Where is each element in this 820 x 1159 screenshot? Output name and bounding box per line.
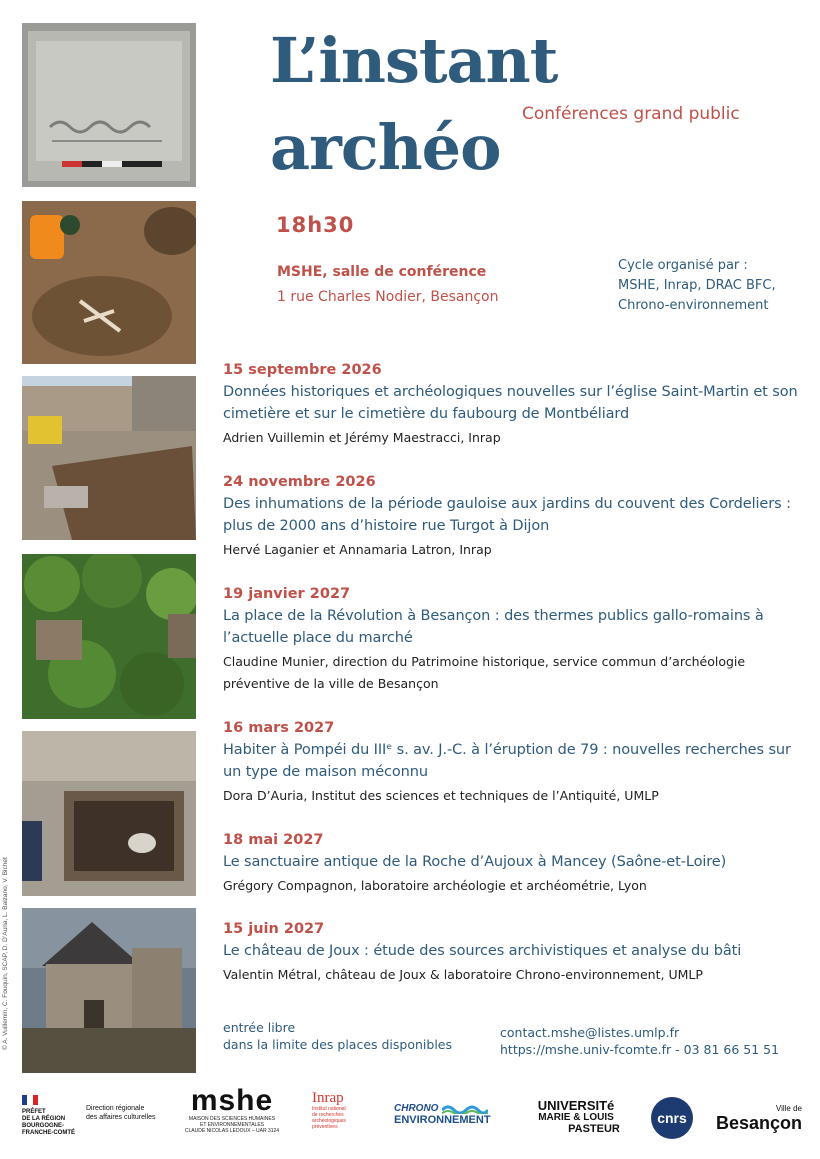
mshe-sub: MAISON DES SCIENCES HUMAINES [188, 1116, 276, 1122]
photo-chateau-de-joux [22, 908, 196, 1073]
wave-icon [442, 1104, 488, 1114]
event-date: 15 juin 2027 [223, 921, 325, 937]
univ-line: MARIE & LOUIS [538, 1112, 614, 1123]
event-date: 24 novembre 2026 [223, 474, 376, 490]
prefet-line: PRÉFET [22, 1109, 46, 1115]
event-title: Le sanctuaire antique de la Roche d’Aujoux à Mancey (Saône-et-Loire) [223, 854, 727, 870]
event-speakers: Hervé Laganier et Annamaria Latron, Inrap [223, 542, 492, 557]
inrap-sub: préventives [312, 1124, 338, 1130]
venue-address: 1 rue Charles Nodier, Besançon [277, 289, 499, 305]
event-title: La place de la Révolution à Besançon : des thermes publics gallo-romains à l’actuelle place du marché [223, 608, 764, 646]
universite-logo [524, 1099, 628, 1135]
event-date: 15 septembre 2026 [223, 362, 382, 378]
prefet-line: BOURGOGNE- [22, 1123, 64, 1129]
organizers-line: Cycle organisé par : [618, 258, 748, 273]
ville-besancon-logo [716, 1104, 802, 1133]
title-line-2: archéo [270, 111, 501, 184]
photo-credit: © A. Vuillemin, C. Fouquin, SCAP, D. D’Auria, L. Balzano, V. Bichet [2, 857, 9, 1050]
photo-pompeii-excavation [22, 731, 196, 896]
subtitle: Conférences grand public [522, 104, 740, 124]
inrap-logo [312, 1090, 362, 1130]
event-speakers: Adrien Vuillemin et Jérémy Maestracci, Inrap [223, 430, 501, 445]
event-time: 18h30 [276, 213, 355, 237]
event-date: 19 janvier 2027 [223, 586, 351, 602]
french-flag-icon [22, 1095, 38, 1105]
ville-line: Besançon [716, 1113, 803, 1133]
drac-line: Direction régionale [86, 1105, 145, 1112]
contact-website-phone[interactable]: https://mshe.univ-fcomte.fr - 03 81 66 51 51 [500, 1042, 780, 1057]
chrono-environnement-logo [394, 1103, 492, 1126]
event-item [223, 359, 798, 449]
prefet-logo [22, 1090, 84, 1137]
univ-line: UNIVERSITé [537, 1098, 615, 1113]
organizers [618, 256, 776, 316]
event-speakers: Claudine Munier, direction du Patrimoine historique, service commun d’archéologie préventive de la ville de Besançon [223, 654, 746, 691]
event-item [223, 918, 798, 986]
photo-inscribed-stone [22, 23, 196, 187]
prefet-line: FRANCHE-COMTÉ [22, 1130, 75, 1136]
contact-email[interactable]: contact.mshe@listes.umlp.fr [500, 1025, 680, 1040]
contact-info [500, 1024, 779, 1058]
entry-info [223, 1019, 452, 1053]
cnrs-logo [651, 1097, 693, 1139]
event-speakers: Grégory Compagnon, laboratoire archéologie et archéométrie, Lyon [223, 878, 647, 893]
photo-street-excavation [22, 376, 196, 540]
inrap-sub: archéologiques [312, 1118, 346, 1124]
univ-line: PASTEUR [568, 1123, 620, 1135]
chrono-wordmark: CHRONO [394, 1103, 439, 1114]
event-item [223, 717, 798, 807]
event-title: Des inhumations de la période gauloise aux jardins du couvent des Cordeliers : plus de 2000 ans d’histoire rue Turgot à Dijon [223, 496, 791, 534]
event-title: Données historiques et archéologiques nouvelles sur l’église Saint-Martin et son cimetière et sur le cimetière du faubourg de Montbéliard [223, 384, 798, 422]
photo-excavation-worker [22, 201, 196, 364]
title-line-1: L’instant [270, 24, 558, 97]
event-title: Le château de Joux : étude des sources archivistiques et analyse du bâti [223, 943, 742, 959]
event-speakers: Valentin Métral, château de Joux & laboratoire Chrono-environnement, UMLP [223, 967, 703, 982]
inrap-sub: de recherches [312, 1112, 344, 1118]
mshe-logo [182, 1086, 282, 1134]
chrono-wordmark-line2: ENVIRONNEMENT [394, 1114, 491, 1126]
photo-aerial-trees [22, 554, 196, 719]
venue: MSHE, salle de conférence [277, 264, 487, 280]
event-item [223, 829, 798, 897]
event-item [223, 471, 798, 561]
ville-line: Ville de [775, 1104, 802, 1113]
prefet-line: DE LA RÉGION [22, 1116, 66, 1122]
inrap-wordmark: Inrap [312, 1090, 344, 1106]
mshe-sub: ET ENVIRONNEMENTALES [200, 1122, 264, 1128]
drac-line: des affaires culturelles [86, 1114, 156, 1121]
inrap-sub: Institut national [312, 1106, 346, 1112]
entry-line: dans la limite des places disponibles [223, 1037, 453, 1052]
organizers-line: Chrono-environnement [618, 298, 769, 313]
mshe-sub: CLAUDE NICOLAS LEDOUX – UAR 3124 [184, 1128, 280, 1134]
event-date: 18 mai 2027 [223, 832, 324, 848]
mshe-wordmark: mshe [190, 1084, 274, 1117]
event-item [223, 583, 798, 695]
cnrs-wordmark: cnrs [657, 1110, 687, 1126]
event-date: 16 mars 2027 [223, 720, 335, 736]
drac-label [86, 1104, 156, 1122]
event-speakers: Dora D’Auria, Institut des sciences et techniques de l’Antiquité, UMLP [223, 788, 659, 803]
organizers-line: MSHE, Inrap, DRAC BFC, [618, 278, 776, 293]
event-title: Habiter à Pompéi du IIIᵉ s. av. J.-C. à l’éruption de 79 : nouvelles recherches sur un type de maison méconnu [223, 742, 791, 780]
entry-line: entrée libre [223, 1020, 296, 1035]
